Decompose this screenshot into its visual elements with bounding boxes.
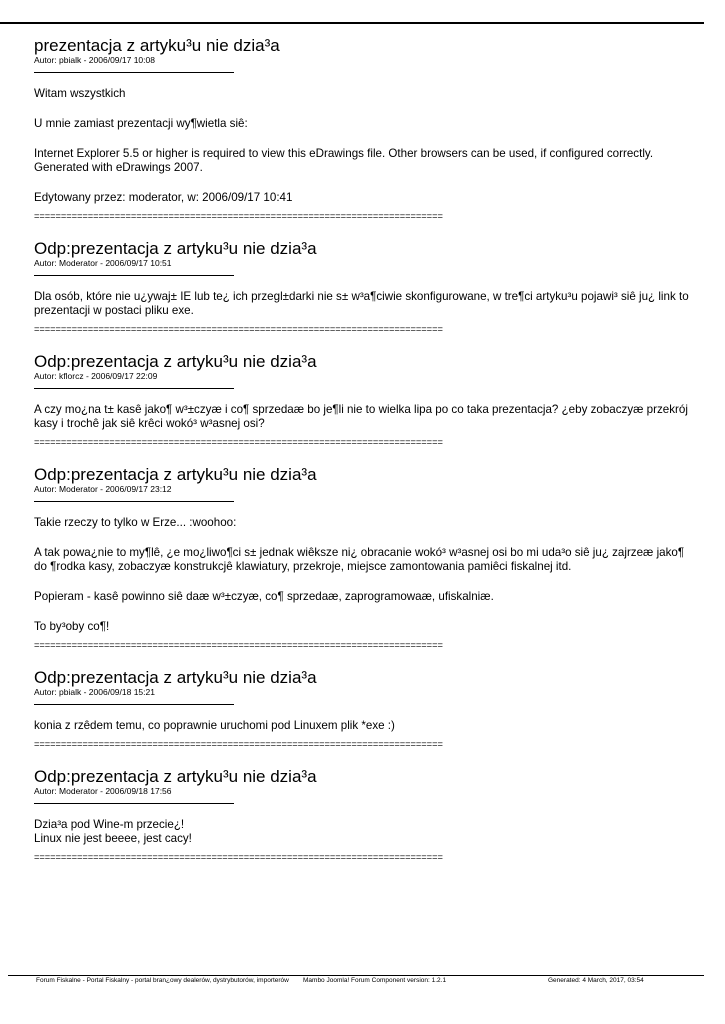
post-author-date: Autor: pbialk - 2006/09/18 15:21 (34, 687, 155, 697)
post-body (34, 290, 694, 318)
post-separator: ============================================================================ (34, 852, 443, 862)
post-paragraph: Popieram - kasê powinno siê daæ w³±czyæ, co¶ sprzedaæ, zaprogramowaæ, ufiskalniæ. (34, 590, 494, 603)
post-header-rule (34, 72, 234, 73)
post-header-rule (34, 388, 234, 389)
post-header-rule (34, 704, 234, 705)
post-author-date: Autor: kflorcz - 2006/09/17 22:09 (34, 371, 158, 381)
post-separator: ============================================================================ (34, 640, 443, 650)
post-paragraph: Edytowany przez: moderator, w: 2006/09/17 10:41 (34, 191, 293, 204)
post-title: Odp:prezentacja z artyku³u nie dzia³a (34, 352, 317, 371)
post-paragraph: A tak powa¿nie to my¶lê, ¿e mo¿liwo¶ci s± jednak wiêksze ni¿ obracanie wokó³ w³asnej osi bo mi uda³o siê ju¿ zajrzeæ jako¶ do ¶rodka kasy, zobaczyæ konstrukcjê klawiatury, przekroje, miejsce zamontowania pamiêci fiskalnej itd. (34, 546, 685, 573)
post-author-date: Autor: Moderator - 2006/09/18 17:56 (34, 786, 172, 796)
footer-site-name: Forum Fiskalne - Portal Fiskalny - portal bran¿owy dealerów, dystrybutorów, importerów (36, 977, 289, 984)
post-body (34, 818, 694, 846)
post-author-date: Autor: Moderator - 2006/09/17 23:12 (34, 484, 172, 494)
post-paragraph: konia z rzêdem temu, co poprawnie uruchomi pod Linuxem plik *exe :) (34, 719, 395, 732)
post-author-date: Autor: Moderator - 2006/09/17 10:51 (34, 258, 172, 268)
post-paragraph: U mnie zamiast prezentacji wy¶wietla siê: (34, 117, 248, 130)
post-header-rule (34, 501, 234, 502)
forum-post (34, 352, 694, 448)
forum-post (34, 239, 694, 335)
forum-post (34, 36, 694, 222)
post-paragraph: A czy mo¿na t± kasê jako¶ w³±czyæ i co¶ sprzedaæ bo je¶li nie to wielka lipa po co taka prezentacja? ¿eby zobaczyæ przekrój kasy i trochê jak siê krêci wokó³ w³asnej osi? (34, 403, 688, 430)
post-body (34, 516, 694, 634)
post-separator: ============================================================================ (34, 211, 443, 221)
post-author-date: Autor: pbialk - 2006/09/17 10:08 (34, 55, 155, 65)
footer-generated-date: Generated: 4 March, 2017, 03:54 (548, 977, 644, 984)
post-title: Odp:prezentacja z artyku³u nie dzia³a (34, 465, 317, 484)
forum-post (34, 465, 694, 651)
post-title: prezentacja z artyku³u nie dzia³a (34, 36, 280, 55)
forum-post (34, 668, 694, 750)
post-paragraph: Dla osób, które nie u¿ywaj± IE lub te¿ ich przegl±darki nie s± w³a¶ciwie skonfigurowane, w tre¶ci artyku³u pojawi³ siê ju¿ link to prezentacji w postaci pliku exe. (34, 290, 689, 317)
post-paragraph: To by³oby co¶! (34, 620, 110, 633)
post-paragraph: Internet Explorer 5.5 or higher is required to view this eDrawings file. Other browsers can be used, if configured correctly. Generated with eDrawings 2007. (34, 147, 654, 174)
post-body (34, 719, 694, 733)
post-paragraph: Takie rzeczy to tylko w Erze... :woohoo: (34, 516, 237, 529)
post-paragraph: Dzia³a pod Wine-m przecie¿! Linux nie jest beeee, jest cacy! (34, 818, 192, 845)
top-rule (0, 22, 704, 24)
post-header-rule (34, 803, 234, 804)
post-header-rule (34, 275, 234, 276)
footer-component-version: Mambo Joomla! Forum Component version: 1.2.1 (303, 977, 447, 984)
post-separator: ============================================================================ (34, 739, 443, 749)
footer-rule (8, 975, 704, 976)
post-title: Odp:prezentacja z artyku³u nie dzia³a (34, 239, 317, 258)
post-thread (34, 36, 694, 863)
post-separator: ============================================================================ (34, 437, 443, 447)
post-title: Odp:prezentacja z artyku³u nie dzia³a (34, 668, 317, 687)
post-body (34, 403, 694, 431)
post-separator: ============================================================================ (34, 324, 443, 334)
post-body (34, 87, 694, 205)
post-paragraph: Witam wszystkich (34, 87, 126, 100)
forum-post (34, 767, 694, 863)
post-title: Odp:prezentacja z artyku³u nie dzia³a (34, 767, 317, 786)
